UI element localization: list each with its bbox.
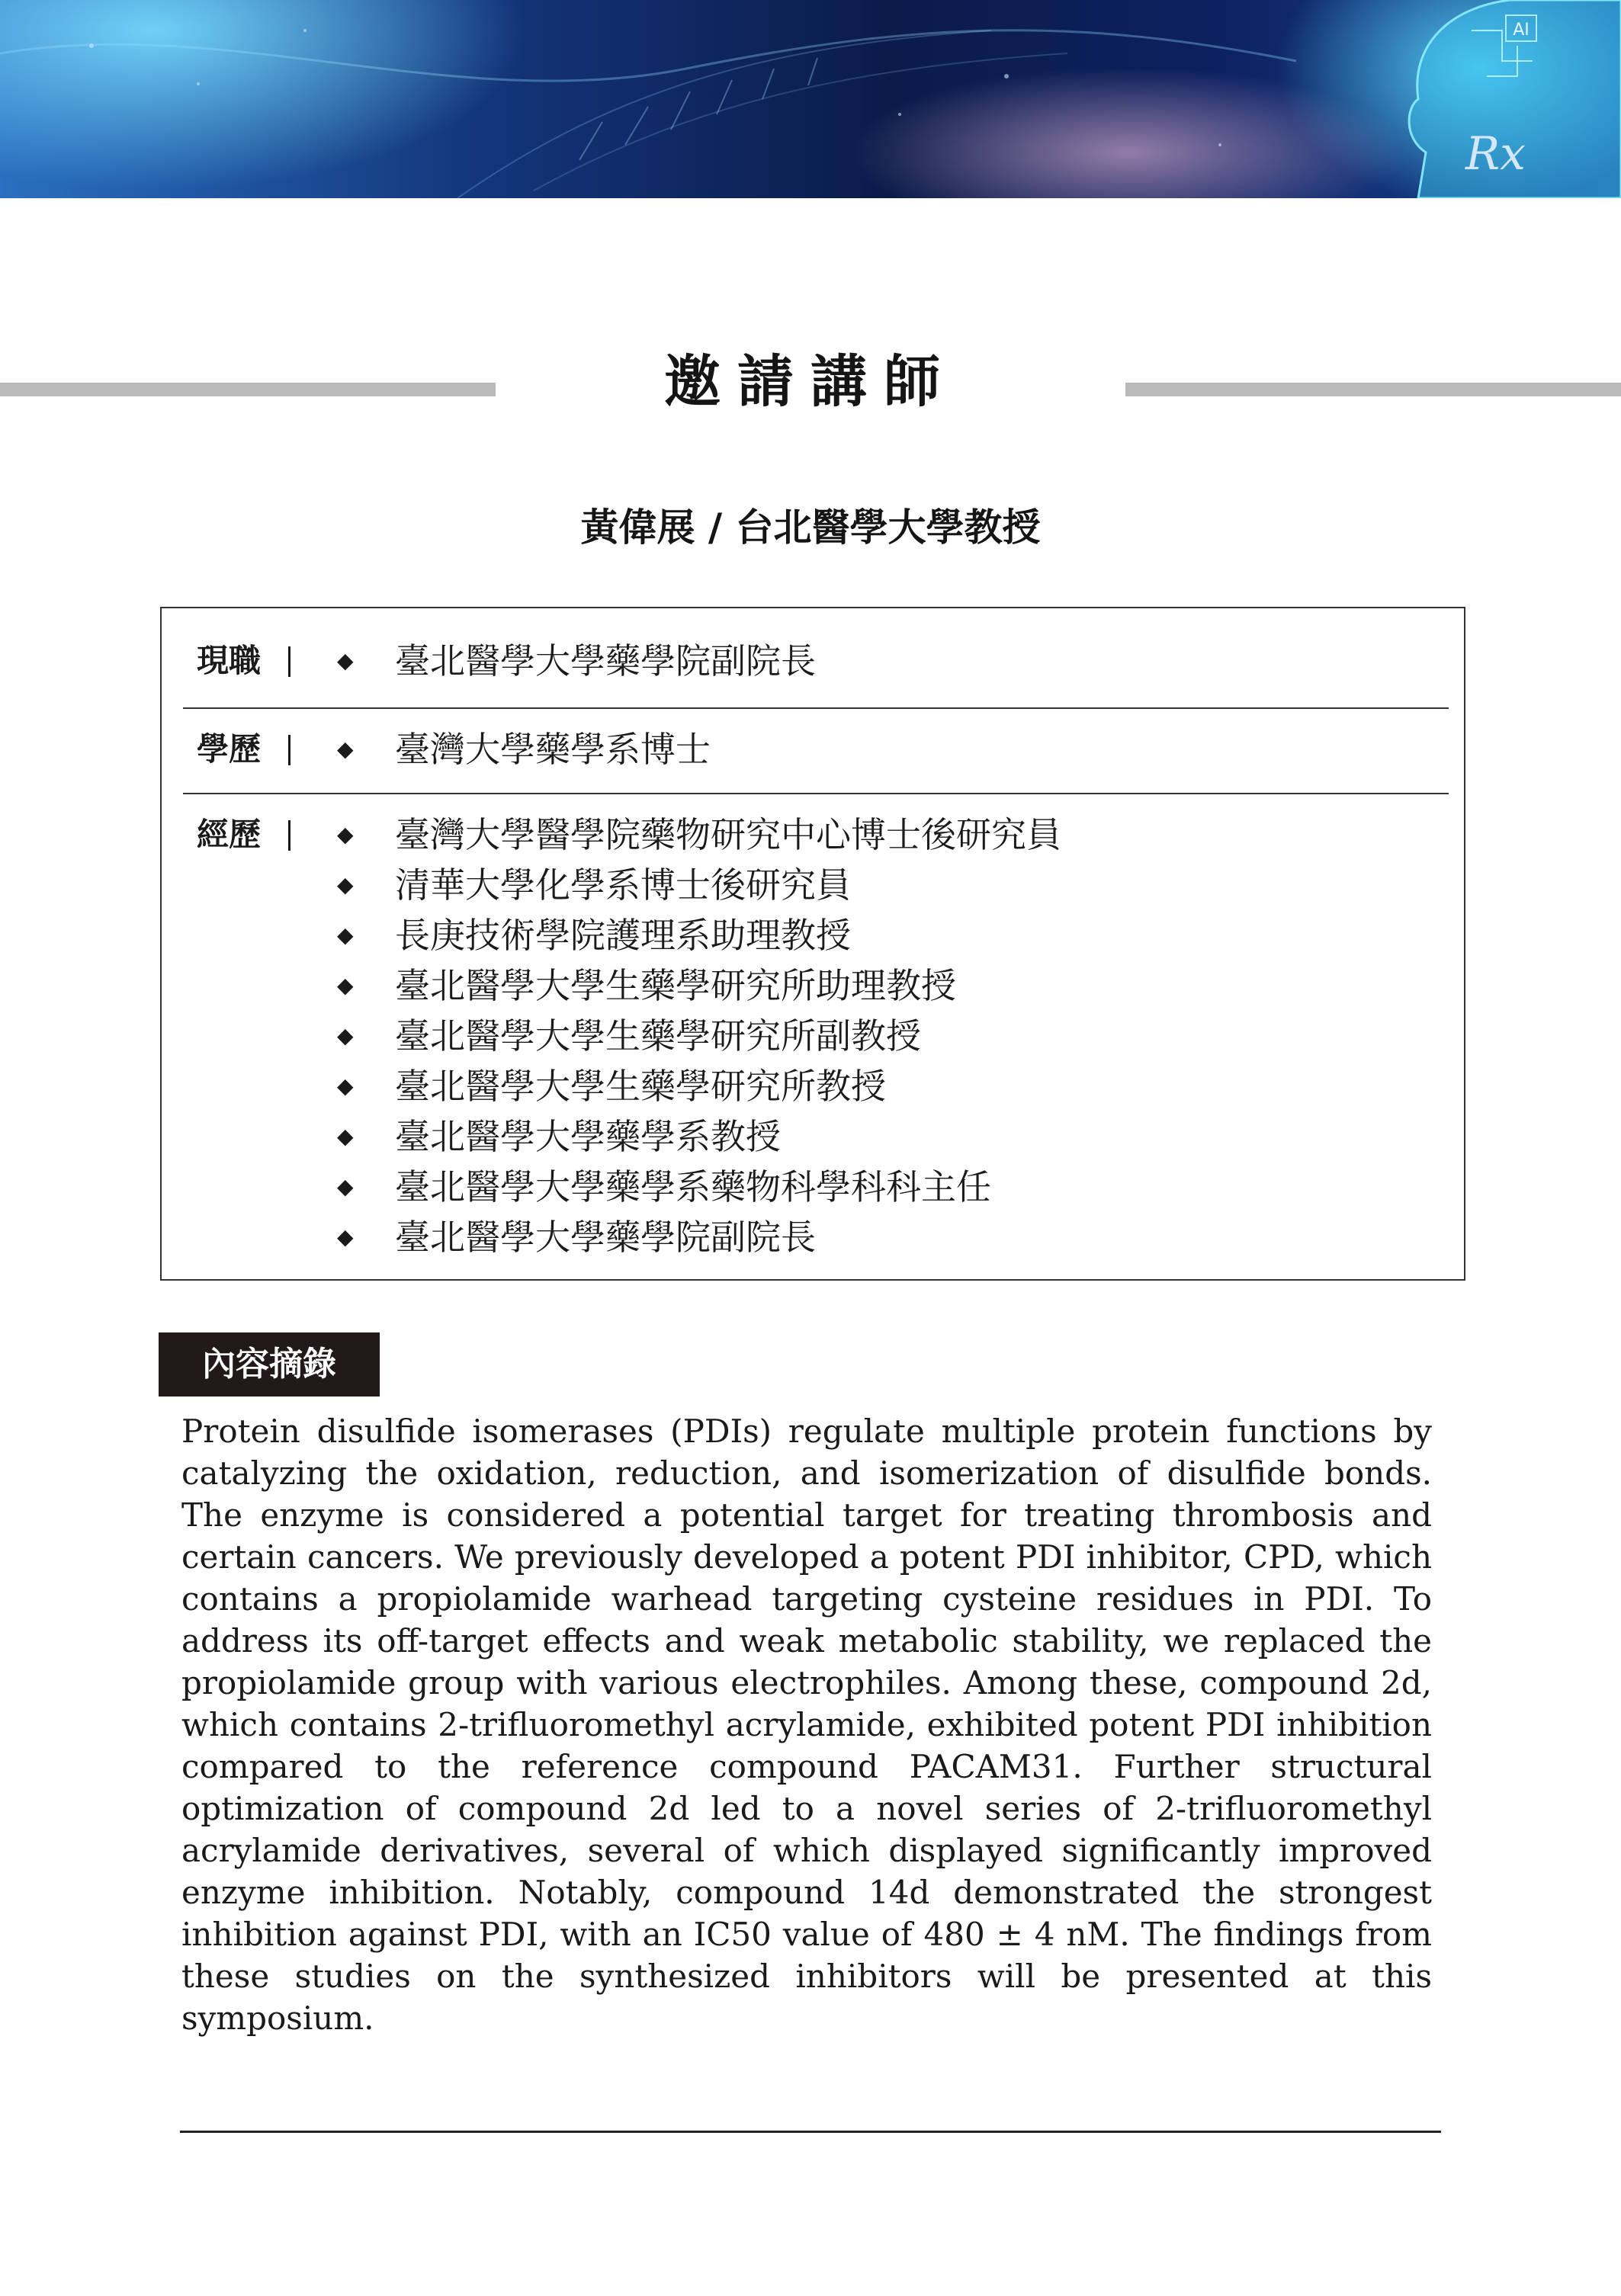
diamond-bullet-icon: ◆ — [337, 973, 354, 998]
page-title: 邀請講師 — [664, 349, 957, 415]
header-banner — [0, 0, 1621, 198]
cv-label-experience: 經歷 — [197, 816, 262, 853]
banner-artwork — [0, 0, 1621, 198]
abstract-heading: 內容摘錄 — [159, 1332, 380, 1397]
list-item: ◆ 臺灣大學藥學系博士 — [162, 724, 1382, 774]
list-item: ◆ 臺北醫學大學藥學系教授 — [162, 1111, 1382, 1162]
diamond-bullet-icon: ◆ — [337, 736, 354, 762]
diamond-bullet-icon: ◆ — [337, 872, 354, 897]
footer-rule — [180, 2131, 1441, 2133]
list-item: ◆ 臺北醫學大學生藥學研究所教授 — [162, 1061, 1382, 1111]
ai-chip-label: AI — [1513, 21, 1530, 40]
list-item: ◆ 長庚技術學院護理系助理教授 — [162, 910, 1382, 960]
diamond-bullet-icon: ◆ — [337, 1073, 354, 1098]
list-item: ◆ 臺北醫學大學藥學院副院長 — [162, 636, 1382, 686]
list-item: ◆ 清華大學化學系博士後研究員 — [162, 860, 1382, 910]
list-item: ◆ 臺北醫學大學藥學系藥物科學科科主任 — [162, 1162, 1382, 1212]
speaker-name: 黃偉展 / 台北醫學大學教授 — [580, 505, 1041, 550]
cv-label-current: 現職 — [197, 642, 262, 679]
diamond-bullet-icon: ◆ — [337, 1224, 354, 1249]
list-item: ◆ 臺北醫學大學藥學院副院長 — [162, 1212, 1382, 1262]
cv-label-education: 學歷 — [197, 730, 262, 768]
diamond-bullet-icon: ◆ — [337, 822, 354, 847]
list-item: ◆ 臺灣大學醫學院藥物研究中心博士後研究員 — [162, 810, 1382, 860]
diamond-bullet-icon: ◆ — [337, 1174, 354, 1199]
diamond-bullet-icon: ◆ — [337, 1124, 354, 1149]
cv-table — [160, 607, 1465, 1281]
list-item: ◆ 臺北醫學大學生藥學研究所助理教授 — [162, 960, 1382, 1011]
abstract-text: Protein disulfide isomerases (PDIs) regulate multiple protein functions by catalyzing the oxidation, reduction, and isomerization of disulfide bonds. The enzyme is considered a potential target for treating thrombosis and certain cancers. We previously developed a potent PDI inhibitor, CPD, which contains a propiolamide warhead targeting cysteine residues in PDI. To address its off-target effects and weak metabolic stability, we replaced the propiolamide group with various electrophiles. Among these, compound 2d, which contains 2-trifluoromethyl acrylamide, exhibited potent PDI inhibition compared to the reference compound PACAM31. Further structural optimization of compound 2d led to a novel series of 2-trifluoromethyl acrylamide derivatives, several of which displayed significantly improved enzyme inhibition. Notably, compound 14d demonstrated the strongest inhibition against PDI, with an IC50 value of 480 ± 4 nM. The findings from these studies on the synthesized inhibitors will be presented at this symposium. — [181, 1413, 1432, 2037]
list-item: ◆ 臺北醫學大學生藥學研究所副教授 — [162, 1011, 1382, 1061]
diamond-bullet-icon: ◆ — [337, 1023, 354, 1048]
cv-separator — [183, 707, 1449, 709]
diamond-bullet-icon: ◆ — [337, 648, 354, 673]
cv-separator — [183, 793, 1449, 794]
diamond-bullet-icon: ◆ — [337, 922, 354, 948]
rx-logo: Rx — [1465, 127, 1526, 181]
